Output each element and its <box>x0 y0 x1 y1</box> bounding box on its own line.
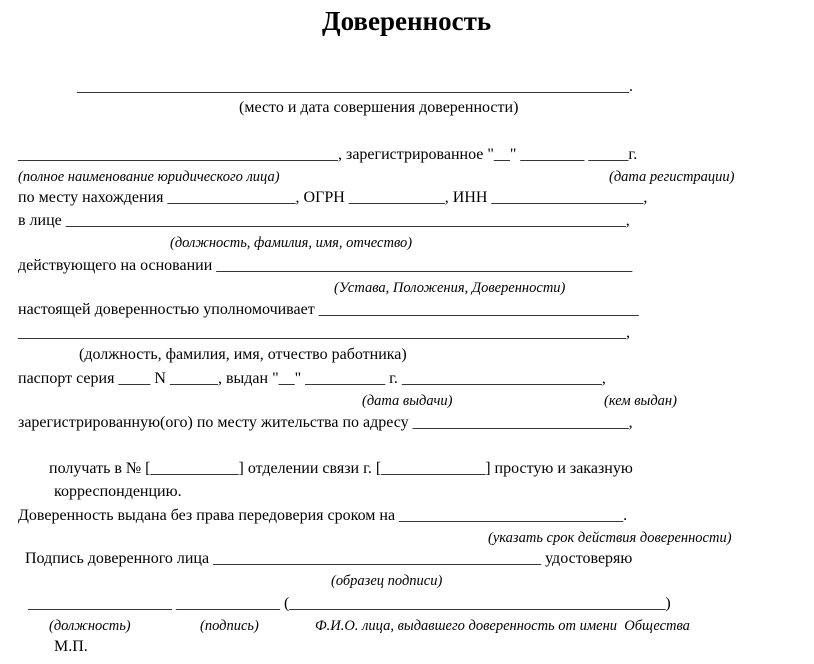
person-caption: (должность, фамилия, имя, отчество) <box>170 235 413 251</box>
issue-date-caption: (дата выдачи) <box>362 393 453 409</box>
passport-line: паспорт серия ____ N ______, выдан "__" __________ г. _________________________, <box>18 370 606 387</box>
receive-line: получать в № [___________] отделении связи г. [_____________] простую и заказную <box>49 460 633 477</box>
term-caption: (указать срок действия доверенности) <box>488 530 732 546</box>
issued-by-caption: (кем выдан) <box>604 393 677 409</box>
position-caption: (должность) <box>49 618 131 634</box>
signature-line: Подпись доверенного лица _________________________________________ удостоверяю <box>25 550 633 567</box>
organization-line: ________________________________________, зарегистрированное "__" ________ _____г. <box>18 146 638 163</box>
issuer-caption: Ф.И.О. лица, выдавшего доверенность от имени Общества <box>315 618 690 634</box>
term-line: Доверенность выдана без права передоверия сроком на ____________________________. <box>18 507 628 524</box>
authorizes-line: настоящей доверенностью уполномочивает ________________________________________ <box>18 301 639 318</box>
sign-caption: (подпись) <box>200 618 259 634</box>
worker-caption: (должность, фамилия, имя, отчество работника) <box>79 346 407 363</box>
person-line: в лице ______________________________________________________________________, <box>18 212 630 229</box>
organization-caption: (полное наименование юридического лица) <box>18 169 280 185</box>
document-title: Доверенность <box>322 6 492 36</box>
blank-line: ____________________________________________________________________________, <box>18 324 630 341</box>
place-date-line: _____________________________________________________________________. <box>77 78 633 95</box>
seal-label: М.П. <box>54 638 88 655</box>
registration-date-caption: (дата регистрации) <box>609 169 735 185</box>
basis-line: действующего на основании ____________________________________________________ <box>18 257 633 274</box>
signature-caption: (образец подписи) <box>331 573 443 589</box>
location-line: по месту нахождения ________________, ОГРН ____________, ИНН ___________________, <box>18 189 648 206</box>
bottom-line: __________________ _____________ (_______________________________________________) <box>28 595 671 612</box>
place-date-caption: (место и дата совершения доверенности) <box>239 99 519 116</box>
mail-line: корреспонденцию. <box>54 483 182 500</box>
basis-caption: (Устава, Положения, Доверенности) <box>334 280 566 296</box>
registered-line: зарегистрированную(ого) по месту жительства по адресу ___________________________, <box>18 414 633 431</box>
